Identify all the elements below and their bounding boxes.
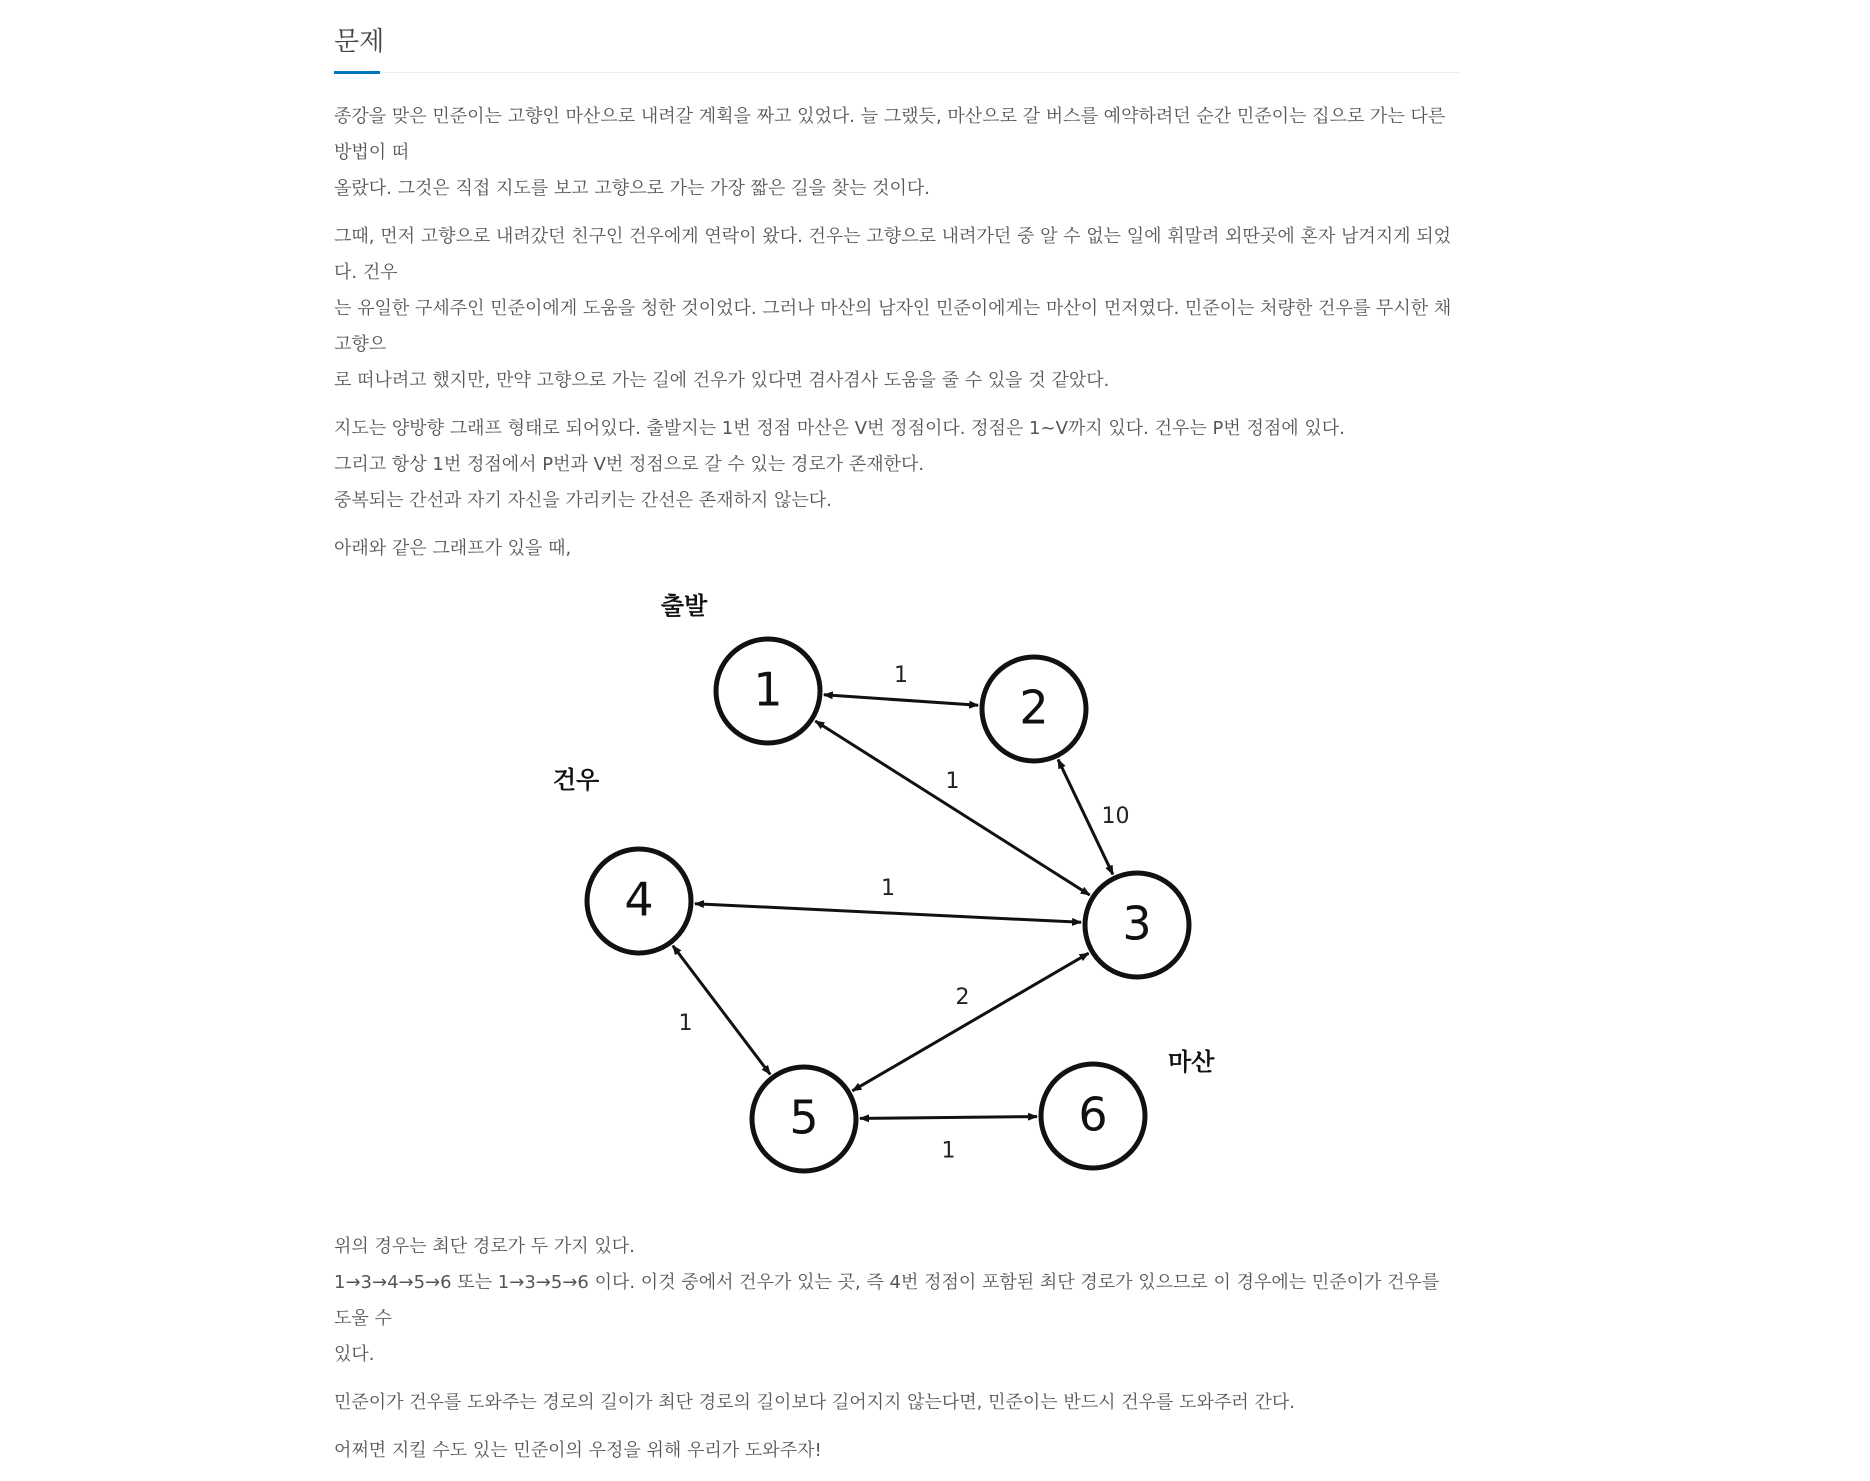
graph-edge — [695, 904, 1081, 923]
text-line: 1→3→4→5→6 또는 1→3→5→6 이다. 이것 중에서 건우가 있는 곳, 즉 4번 정점이 포함된 최단 경로가 있으므로 이 경우에는 민준이가 건우를 도울 수 — [334, 1272, 1440, 1329]
node-label: 2 — [1019, 680, 1049, 735]
paragraph — [334, 1433, 1460, 1469]
graph-annotation-friend: 건우 — [552, 766, 600, 794]
text-line: 있다. — [334, 1344, 375, 1365]
node-label: 5 — [789, 1090, 819, 1145]
text-line: 종강을 맞은 민준이는 고향인 마산으로 내려갈 계획을 짜고 있었다. 늘 그랬듯, 마산으로 갈 버스를 예약하려던 순간 민준이는 집으로 가는 다른 방법이 떠 — [334, 106, 1446, 163]
paragraph — [334, 531, 1460, 567]
text-line: 어쩌면 지킬 수도 있는 민준이의 우정을 위해 우리가 도와주자! — [334, 1440, 822, 1461]
description-bottom — [334, 1229, 1460, 1469]
node-label: 6 — [1078, 1087, 1108, 1142]
text-line: 중복되는 간선과 자기 자신을 가리키는 간선은 존재하지 않는다. — [334, 490, 832, 511]
description-top — [334, 99, 1460, 567]
edge-weight-label: 2 — [955, 985, 970, 1010]
paragraph — [334, 411, 1460, 519]
graph-svg — [334, 579, 1460, 1227]
graph-diagram — [334, 579, 1460, 1227]
paragraph — [334, 1229, 1460, 1373]
text-line: 는 유일한 구세주인 민준이에게 도움을 청한 것이었다. 그러나 마산의 남자인 민준이에게는 마산이 먼저였다. 민준이는 처량한 건우를 무시한 채 고향으 — [334, 298, 1452, 355]
text-line: 위의 경우는 최단 경로가 두 가지 있다. — [334, 1236, 635, 1257]
edge-weight-label: 10 — [1101, 804, 1130, 829]
text-line: 그리고 항상 1번 정점에서 P번과 V번 정점으로 갈 수 있는 경로가 존재한다. — [334, 454, 925, 475]
node-label: 1 — [753, 662, 783, 717]
paragraph — [334, 99, 1460, 207]
graph-edge — [673, 946, 770, 1075]
section-title: 문제 — [334, 27, 385, 57]
problem-section — [334, 0, 1460, 1481]
edge-weight-label: 1 — [894, 663, 908, 688]
text-line: 민준이가 건우를 도와주는 경로의 길이가 최단 경로의 길이보다 길어지지 않는다면, 민준이는 반드시 건우를 도와주러 간다. — [334, 1392, 1295, 1413]
edge-weight-label: 1 — [678, 1011, 693, 1036]
edge-weight-label: 1 — [945, 769, 960, 794]
graph-annotation-destination: 마산 — [1168, 1048, 1215, 1076]
text-line: 아래와 같은 그래프가 있을 때, — [334, 538, 572, 559]
title-underline — [334, 71, 380, 74]
graph-edge — [852, 953, 1088, 1091]
edge-weight-label: 1 — [881, 876, 895, 901]
text-line: 로 떠나려고 했지만, 만약 고향으로 가는 길에 건우가 있다면 겸사겸사 도움을 줄 수 있을 것 같았다. — [334, 370, 1110, 391]
heading-block — [334, 0, 1460, 73]
graph-annotation-start: 출발 — [660, 592, 708, 620]
graph-edge — [824, 695, 978, 705]
text-line: 올랐다. 그것은 직접 지도를 보고 고향으로 가는 가장 짧은 길을 찾는 것이다. — [334, 178, 931, 199]
edge-weight-label: 1 — [941, 1138, 956, 1164]
paragraph — [334, 219, 1460, 399]
node-label: 3 — [1122, 896, 1152, 951]
graph-edge — [860, 1117, 1037, 1119]
text-line: 그때, 먼저 고향으로 내려갔던 친구인 건우에게 연락이 왔다. 건우는 고향으로 내려가던 중 알 수 없는 일에 휘말려 외딴곳에 혼자 남겨지게 되었다. 건우 — [334, 226, 1451, 283]
paragraph — [334, 1385, 1460, 1421]
node-label: 4 — [624, 872, 654, 927]
text-line: 지도는 양방향 그래프 형태로 되어있다. 출발지는 1번 정점 마산은 V번 정점이다. 정점은 1~V까지 있다. 건우는 P번 정점에 있다. — [334, 418, 1345, 439]
